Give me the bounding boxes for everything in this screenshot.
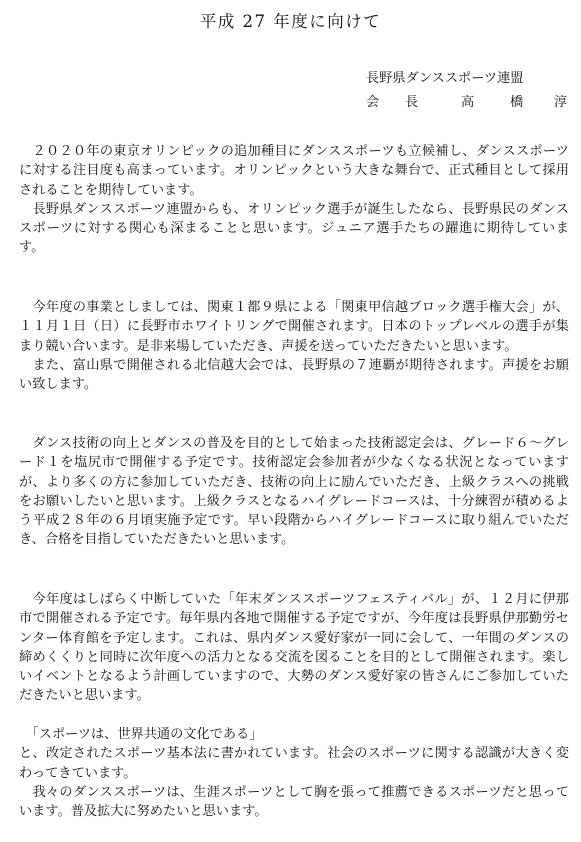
section-sports-culture [19,725,569,821]
paragraph: 今年度の事業としましては、関東１都９県による「関東甲信越ブロック選手権大会」が、１１月１日（日）に長野市ホワイトリングで開催されます。日本のトップレベルの選手が集まり競い合います。是非来場していただき、声援を送っていただきたいと思います。 [19,300,569,354]
paragraph: また、富山県で開催される北信越大会では、長野県の７連覇が期待されます。声援をお願い致します。 [19,357,569,393]
author-role-char: 長 [405,95,419,110]
author-name-char: 橋 [510,95,524,110]
paragraph: 今年度はしばらく中断していた「年末ダンススポーツフェスティバル」が、１２月に伊那市で開催される予定です。毎年県内各地で開催する予定ですが、今年度は長野県伊那勤労センター体育館を予定します。これは、県内ダンス愛好家が一同に会して、一年間のダンスの締めくくりと同時に次年度への活力となる交流を図ることを目的として開催されます。楽しいイベントとなるよう計画していますので、大勢のダンス愛好家の皆さんにご参加していただきたいと思います。 [19,592,569,704]
organization-name: 長野県ダンススポーツ連盟 [366,71,524,86]
section-certification [19,434,569,550]
author-name-char: 高 [461,95,475,110]
section-festival [19,590,569,706]
document-title: 平成 27 年度に向けて [199,12,382,31]
author-role-char: 会 [366,95,380,110]
paragraph: ダンス技術の向上とダンスの普及を目的として始まった技術認定会は、グレード６～グレード１を塩尻市で開催する予定です。技術認定会参加者が少なくなる状況となっていますが、より多くの方に参加していただき、技術の向上に励んでいただき、上級クラスへの挑戦をお願いしたいと思います。上級クラスとなるハイグレードコースは、十分練習が積めるよう平成２８年の６月頃実施予定です。早い段階からハイグレードコースに取り組んでいただき、合格を目指していただきたいと思います。 [19,436,569,548]
section-olympics [19,142,569,258]
section-events [19,298,569,394]
paragraph: 我々のダンススポーツは、生涯スポーツとして胸を張って推薦できるスポーツだと思っています。普及拡大に努めたいと思います。 [19,784,569,820]
author-name-char: 淳 [554,95,568,110]
quote: 「スポーツは、世界共通の文化である」 [19,727,263,742]
paragraph: 長野県ダンススポーツ連盟からも、オリンピック選手が誕生したなら、長野県民のダンススポーツに対する関心も深まることと思います。ジュニア選手たちの躍進に期待しています。 [19,201,569,256]
author-line [366,91,567,110]
paragraph: と、改定されたスポーツ基本法に書かれています。社会のスポーツに関する認識が大きく変わってきています。 [19,746,569,781]
paragraph: ２０２０年の東京オリンピックの追加種目にダンススポーツも立候補し、ダンススポーツに対する注目度も高まっています。オリンピックという大きな舞台で、正式種目として採用されることを期待しています。 [19,144,569,198]
